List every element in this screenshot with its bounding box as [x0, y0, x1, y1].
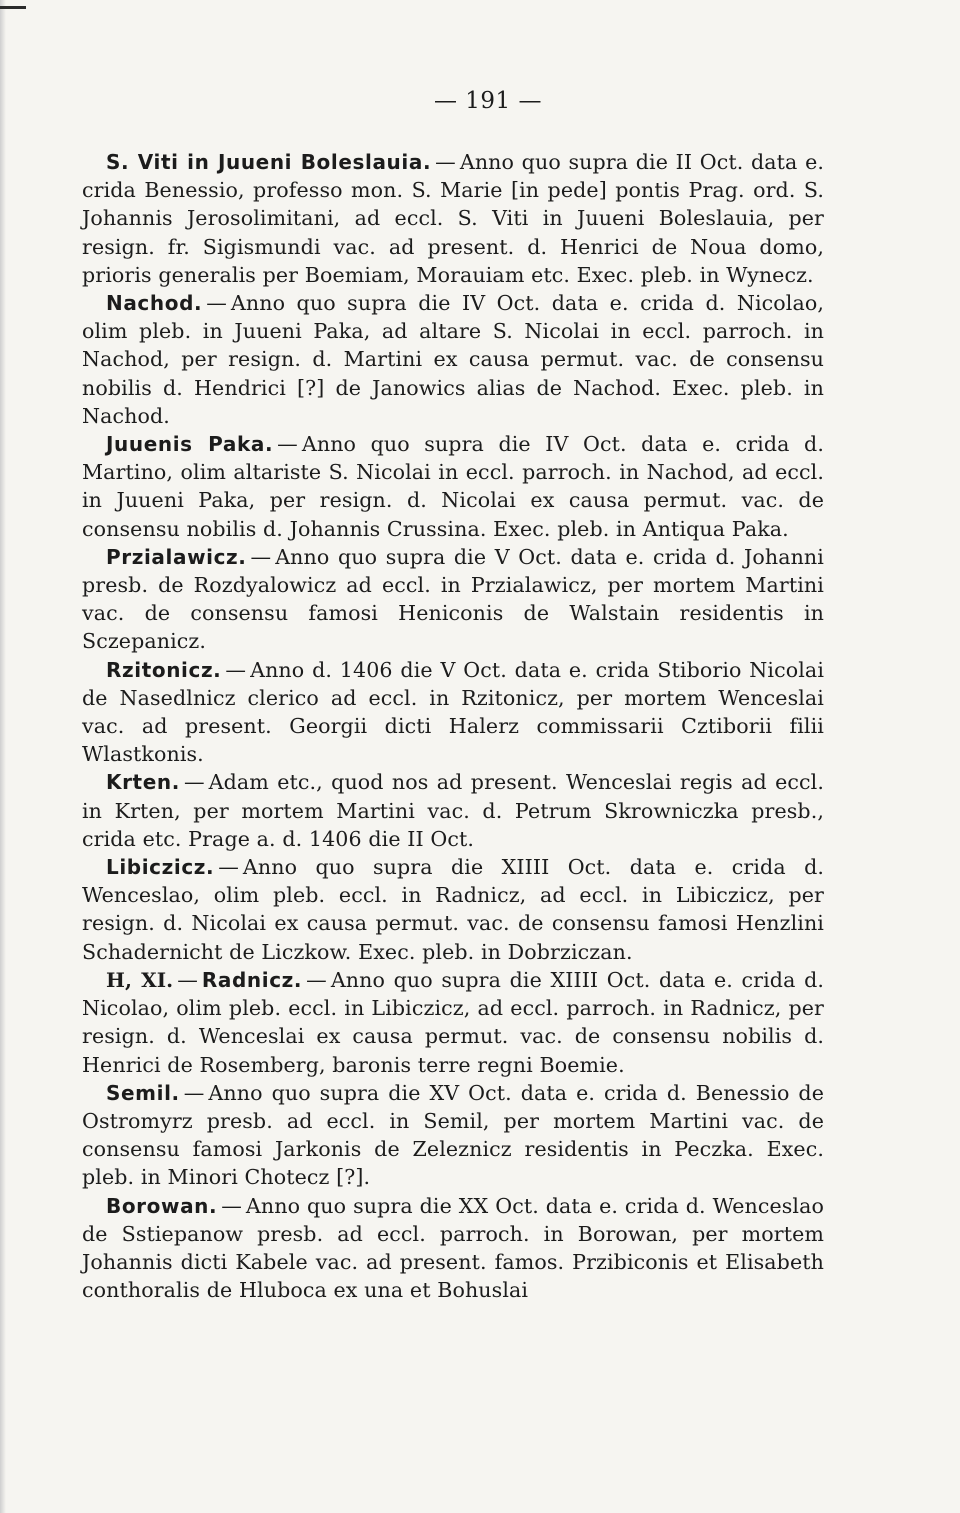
entry	[82, 148, 824, 289]
page-number: — 191 —	[433, 88, 543, 114]
entry-text: Anno quo supra die V Oct. data e. crida d. Johanni presb. de Rozdyalowicz ad eccl. in Przialawicz, per mortem Martini vac. de consensu famosi Heniconis de Walstain residentis in Sczepanicz.	[82, 544, 824, 654]
entry-text: Anno quo supra die XIIII Oct. data e. crida d. Wenceslao, olim pleb. eccl. in Radnicz, ad eccl. in Libiczicz, per resign. d. Nicolai ex causa permut. vac. de consensu famosi Henzlini Schadernicht de Liczkow. Exec. pleb. in Dobrziczan.	[82, 855, 824, 964]
entry	[82, 768, 824, 853]
corner-mark	[0, 6, 26, 9]
entry-heading: Radnicz.	[201, 967, 303, 992]
entry-heading: Juuenis Paka.	[106, 432, 274, 457]
entry	[82, 966, 824, 1079]
entry-dash: —	[183, 1080, 205, 1105]
entry-heading: Krten.	[106, 770, 180, 795]
entry-heading: Libiczicz.	[106, 855, 215, 880]
entry	[82, 656, 824, 769]
entry-text: Anno quo supra die IV Oct. data e. crida d. Nicolao, olim pleb. in Juueni Paka, ad altare S. Nicolai in eccl. parroch. in Nachod, per resign. d. Martini ex causa permut. vac. de consensu nobilis d. Hendrici [?] de Janowics alias de Nachod. Exec. pleb. in Nachod.	[82, 291, 824, 428]
entry	[82, 1079, 824, 1192]
entry-heading: Nachod.	[106, 291, 203, 316]
entry-dash: —	[250, 544, 272, 569]
entry	[82, 1192, 824, 1305]
entry-heading: Przialawicz.	[106, 544, 247, 569]
entry-text: Anno quo supra die XX Oct. data e. crida d. Wenceslao de Sstiepanow presb. ad eccl. parroch. in Borowan, per mortem Johannis dicti Kabele vac. ad present. famos. Przibiconis et Elisabeth conthoralis de Hluboca ex una et Bohuslai	[82, 1193, 824, 1303]
entry-dash: —	[306, 967, 327, 992]
entry-text: Anno quo supra die IV Oct. data e. crida d. Martino, olim altariste S. Nicolai in eccl. parroch. in Nachod, ad eccl. in Juueni Paka, per resign. d. Nicolai ex causa permut. vac. de consensu nobilis d. Johannis Crussina. Exec. pleb. in Antiqua Paka.	[82, 432, 824, 541]
entry-heading: S. Viti in Juueni Boleslauia.	[106, 150, 432, 174]
entry-text: Anno quo supra die XV Oct. data e. crida d. Benessio de Ostromyrz presb. ad eccl. in Semil, per mortem Martini vac. de consensu famosi Jarkonis de Zeleznicz residentis in Peczka. Exec. pleb. in Minori Chotecz [?].	[82, 1080, 824, 1190]
entry	[82, 289, 824, 430]
document-page	[82, 84, 824, 1304]
entry	[82, 430, 824, 543]
entry-text: Anno d. 1406 die V Oct. data e. crida Stiborio Nicolai de Nasedlnicz clerico ad eccl. in Rzitonicz, per mortem Wenceslai vac. ad present. Georgii dicti Halerz commissarii Cztiborii filii Wlastkonis.	[82, 657, 824, 767]
entry-text: Anno quo supra die II Oct. data e. crida Benessio, professo mon. S. Marie [in pede] pontis Prag. ord. S. Johannis Jerosolimitani, ad eccl. S. Viti in Juueni Boleslauia, per resign. fr. Sigismundi vac. ad present. d. Henrici de Noua domo, prioris generalis per Boemiam, Morauiam etc. Exec. pleb. in Wynecz.	[82, 150, 824, 287]
entry	[82, 853, 824, 966]
entry-dash: —	[183, 770, 205, 795]
entry-dash: —	[221, 1193, 242, 1218]
entry-text: Anno quo supra die XIIII Oct. data e. crida d. Nicolao, olim pleb. eccl. in Libiczicz, ad eccl. parroch. in Radnicz, per resign. d. Wenceslai ex causa permut. vac. de consensu nobilis d. Henrici de Rosemberg, baronis terre regni Boemie.	[82, 967, 824, 1077]
entry	[82, 543, 824, 656]
entry-text: Adam etc., quod nos ad present. Wenceslai regis ad eccl. in Krten, per mortem Martini vac. d. Petrum Skrowniczka presb., crida etc. Prage a. d. 1406 die II Oct.	[82, 770, 824, 851]
entry-dash: —	[218, 855, 239, 880]
page-edge	[0, 0, 6, 1513]
entry-dash: —	[206, 291, 227, 316]
entry-heading: Semil.	[106, 1080, 180, 1105]
entry-dash: —	[177, 967, 198, 992]
entry-dash: —	[277, 432, 298, 457]
entry-dash: —	[435, 150, 456, 174]
entry-heading: Borowan.	[106, 1193, 218, 1218]
entry-dash: —	[225, 657, 247, 682]
entry-prefix: H, XI.	[106, 967, 174, 992]
entry-heading: Rzitonicz.	[106, 657, 222, 682]
